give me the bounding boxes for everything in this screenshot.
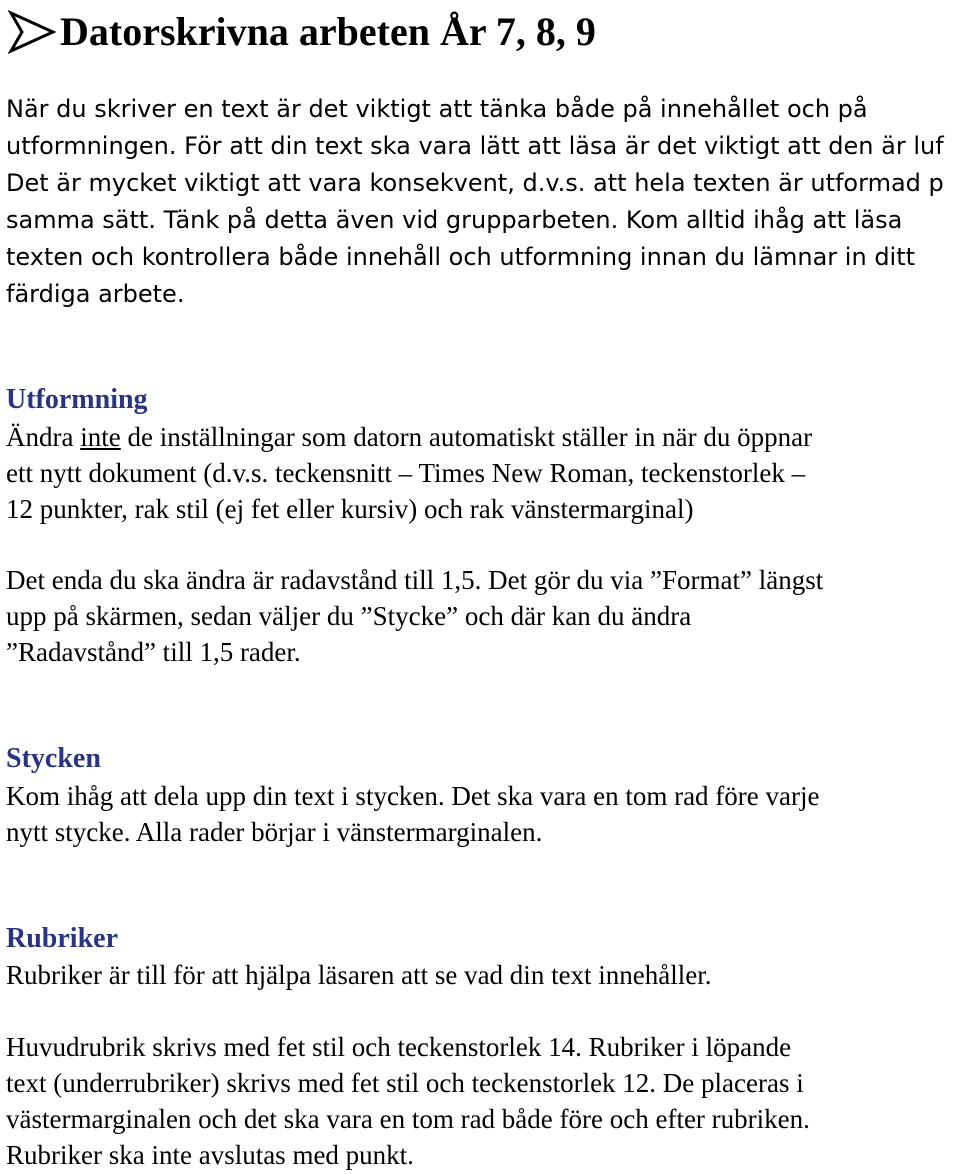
intro-line-1: När du skriver en text är det viktigt att tänka både på innehållet och på: [6, 95, 868, 123]
utformning-line-1-b: de inställningar som datorn automatiskt ställer in när du öppnar: [120, 422, 813, 452]
heading-rubriker: Rubriker: [6, 923, 118, 954]
title-row: [8, 4, 596, 60]
intro-line-3: Det är mycket viktigt att vara konsekvent, d.v.s. att hela texten är utformad p: [6, 169, 944, 197]
intro-line-4: samma sätt. Tänk på detta även vid grupparbeten. Kom alltid ihåg att läsa: [6, 206, 903, 234]
utformning-line-1-a: Ändra: [6, 422, 81, 452]
stycken-line-1: Kom ihåg att dela upp din text i stycken. Det ska vara en tom rad före varje: [6, 781, 820, 811]
heading-stycken: Stycken: [6, 743, 101, 774]
arrow-bullet-icon: [8, 10, 56, 54]
rubriker-line-1: Rubriker är till för att hjälpa läsaren att se vad din text innehåller.: [6, 960, 712, 990]
page-title: Datorskrivna arbeten År 7, 8, 9: [60, 9, 596, 54]
utformning-underlined-word: inte: [80, 422, 121, 452]
stycken-line-2: nytt stycke. Alla rader börjar i vänstermarginalen.: [6, 817, 543, 847]
rubriker-para2-line-1: Huvudrubrik skrivs med fet stil och teckenstorlek 14. Rubriker i löpande: [6, 1032, 792, 1062]
intro-line-2: utformningen. För att din text ska vara lätt att läsa är det viktigt att den är luf: [6, 132, 944, 160]
rubriker-para2-line-2: text (underrubriker) skrivs med fet stil och teckenstorlek 12. De placeras i: [6, 1068, 804, 1098]
intro-line-5: texten och kontrollera både innehåll och utformning innan du lämnar in ditt: [6, 243, 916, 271]
utformning-para2-line-2: upp på skärmen, sedan väljer du ”Stycke” och där kan du ändra: [6, 601, 692, 631]
utformning-para2-line-1: Det enda du ska ändra är radavstånd till 1,5. Det gör du via ”Format” längst: [6, 565, 824, 595]
utformning-para2-line-3: ”Radavstånd” till 1,5 rader.: [6, 637, 301, 667]
utformning-line-2: ett nytt dokument (d.v.s. teckensnitt – Times New Roman, teckenstorlek –: [6, 458, 806, 488]
intro-line-6: färdiga arbete.: [6, 280, 185, 308]
rubriker-para2-line-3: västermarginalen och det ska vara en tom rad både före och efter rubriken.: [6, 1104, 810, 1134]
utformning-line-3: 12 punkter, rak stil (ej fet eller kursiv) och rak vänstermarginal): [6, 494, 694, 524]
utformning-line-1: [6, 419, 812, 455]
rubriker-para2-line-4: Rubriker ska inte avslutas med punkt.: [6, 1140, 414, 1170]
heading-utformning: Utformning: [6, 384, 148, 415]
